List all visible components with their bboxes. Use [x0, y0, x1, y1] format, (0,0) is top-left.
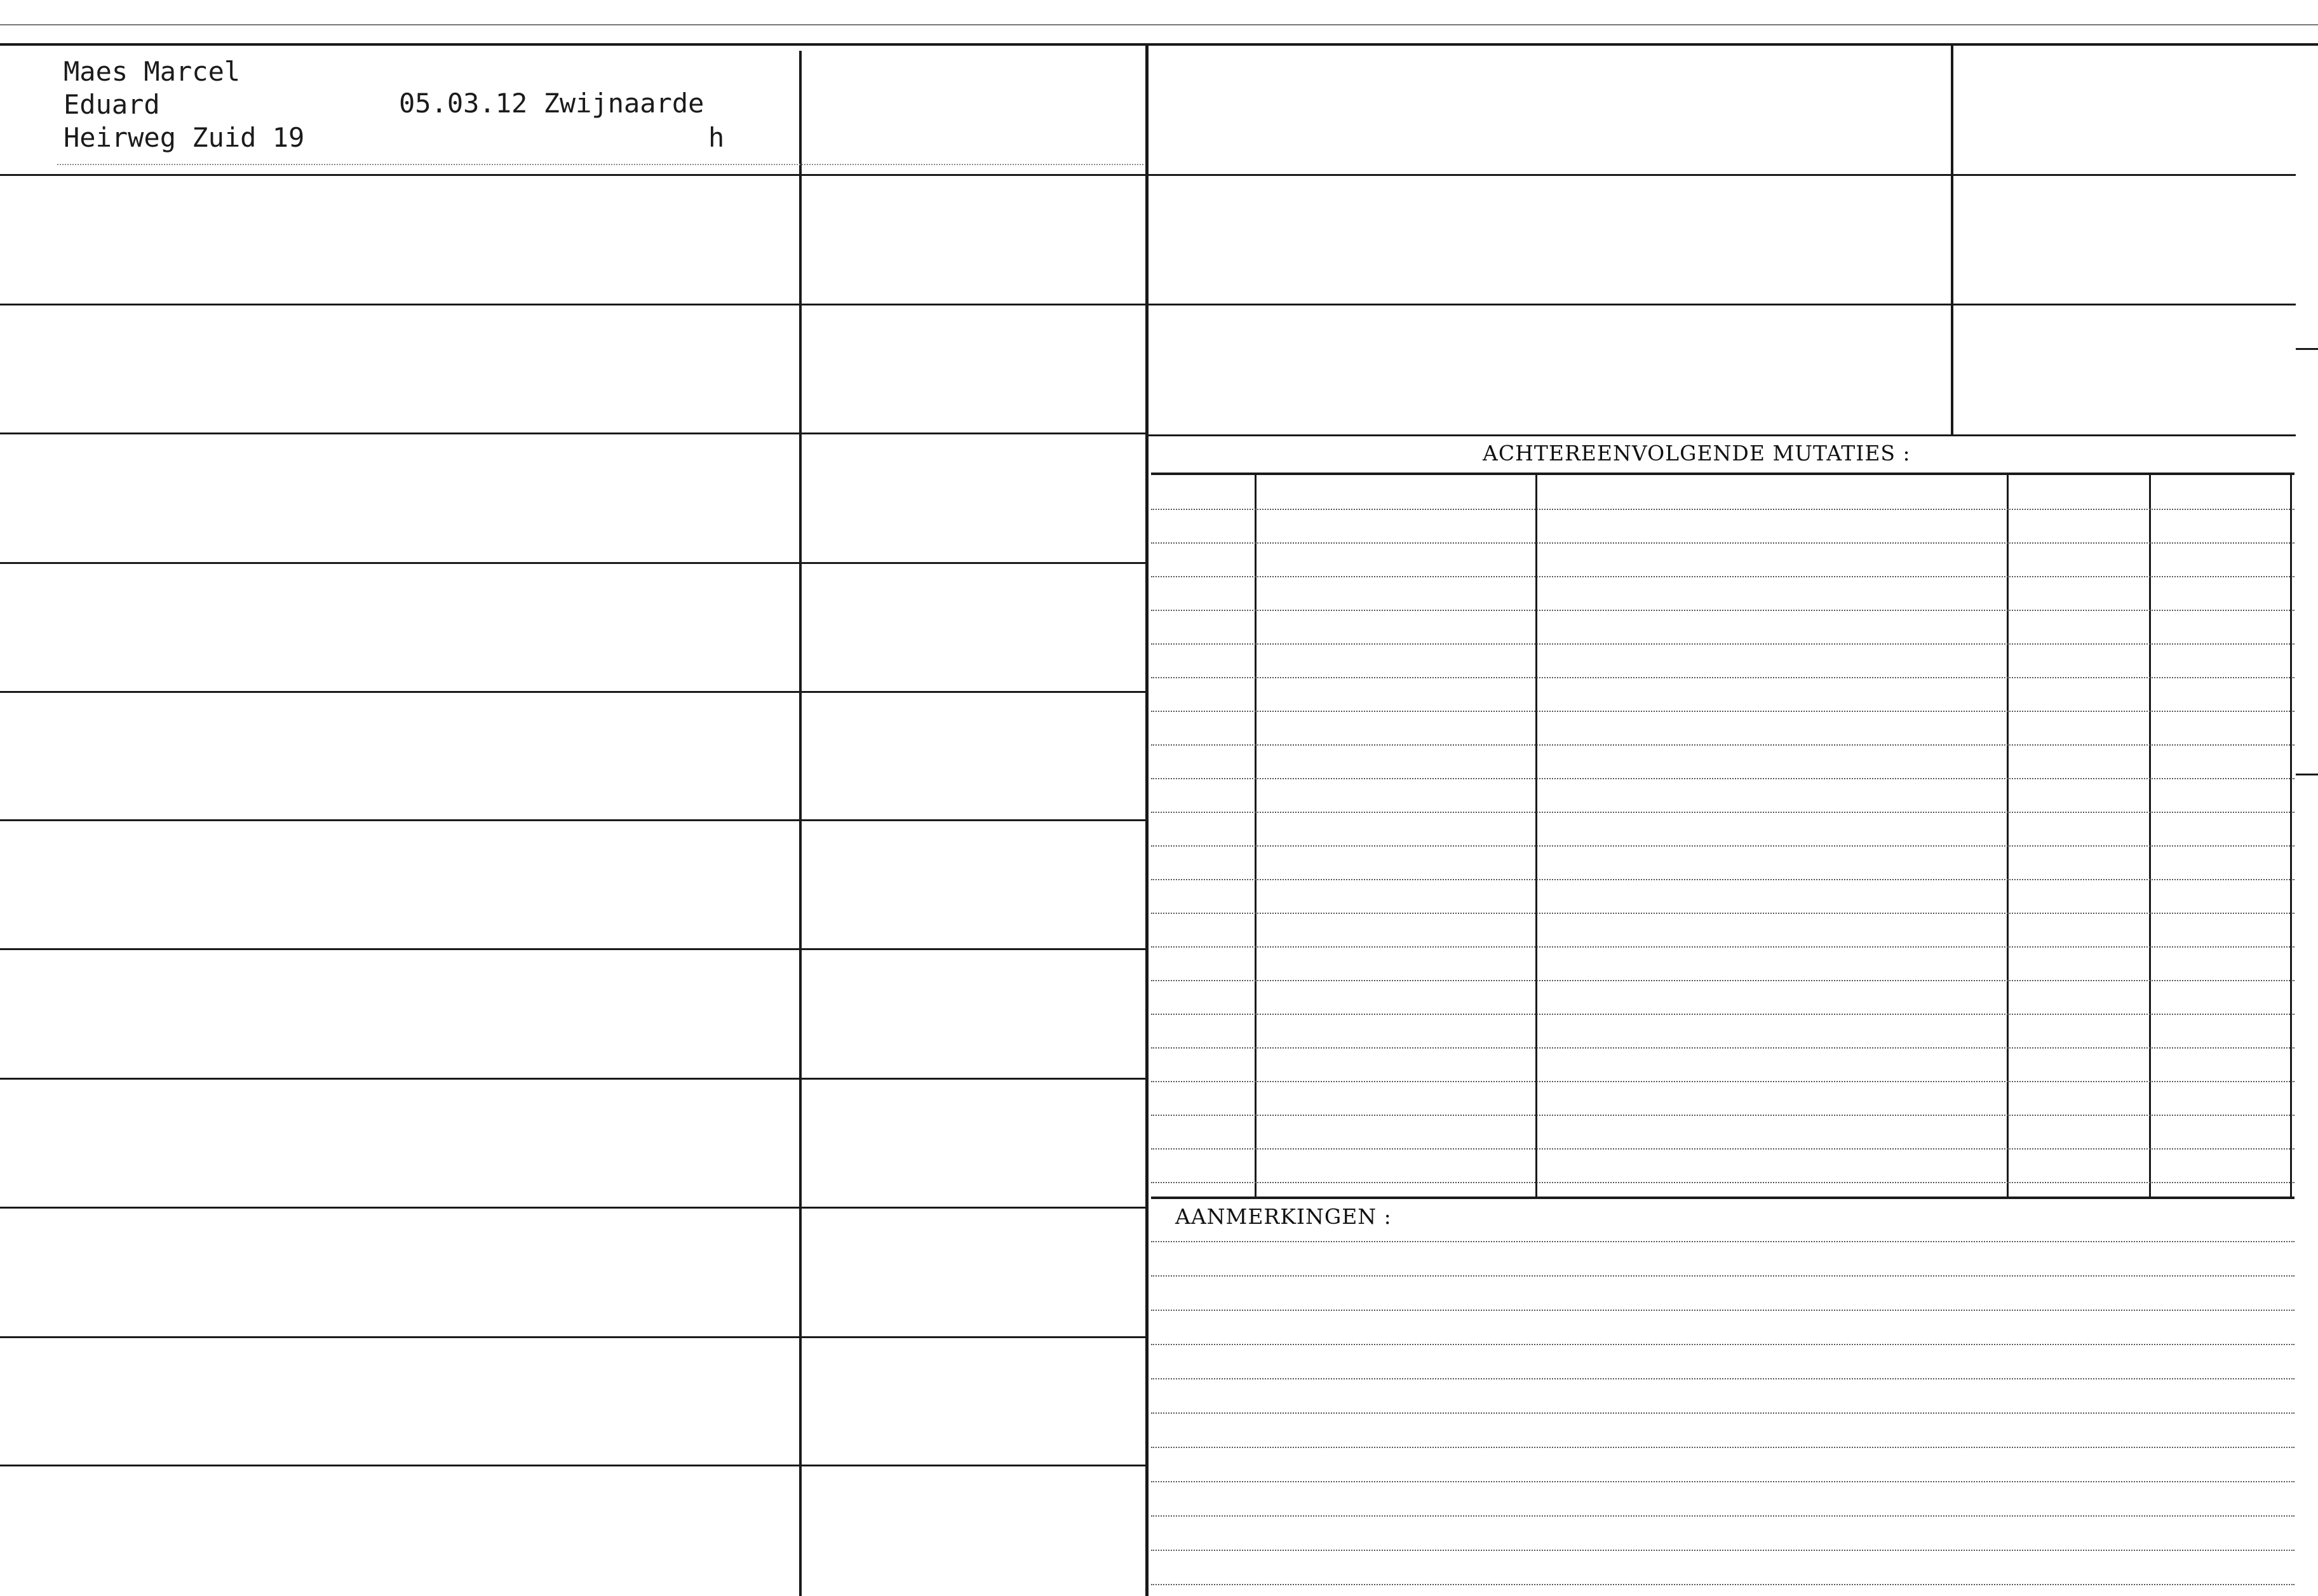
- aanmerkingen-line: [1151, 1310, 2294, 1311]
- birth-date-place: 05.03.12 Zwijnaarde: [399, 88, 704, 119]
- name-line-2: Eduard: [64, 89, 160, 120]
- mutaties-row-line: [1151, 778, 2294, 779]
- aanmerkingen-line: [1151, 1241, 2294, 1242]
- row-line: [0, 562, 799, 564]
- mutaties-row-line: [1151, 1182, 2294, 1183]
- mutaties-col-divider: [1535, 475, 1537, 1197]
- mutaties-row-line: [1151, 610, 2294, 611]
- margin-tick: [2296, 348, 2318, 350]
- mutaties-row-line: [1151, 542, 2294, 544]
- mutaties-row-line: [1151, 711, 2294, 712]
- row-line: [0, 819, 799, 821]
- row-line: [1149, 174, 2296, 176]
- aanmerkingen-line: [1151, 1275, 2294, 1277]
- row-line: [0, 1078, 799, 1080]
- aanmerkingen-line: [1151, 1584, 2294, 1585]
- margin-tick: [2296, 774, 2318, 775]
- column-divider-1: [799, 51, 802, 1596]
- aanmerkingen-lines: [1151, 1207, 2294, 1596]
- column-divider-3: [1951, 46, 1953, 434]
- mutaties-row-line: [1151, 1148, 2294, 1150]
- mutaties-row-line: [1151, 1047, 2294, 1049]
- aanmerkingen-line: [1151, 1515, 2294, 1517]
- row-line: [0, 1336, 799, 1338]
- mutaties-col-divider: [2007, 475, 2009, 1197]
- aanmerkingen-line: [1151, 1378, 2294, 1379]
- mutaties-row-line: [1151, 509, 2294, 510]
- mutaties-row-line: [1151, 643, 2294, 645]
- row-line: [802, 948, 1145, 950]
- row-line: [802, 562, 1145, 564]
- row-line: [802, 1336, 1145, 1338]
- row-line: [802, 433, 1145, 434]
- aanmerkingen-line: [1151, 1412, 2294, 1414]
- aanmerkingen-line: [1151, 1481, 2294, 1482]
- row-line: [0, 1465, 799, 1466]
- row-line: [1149, 304, 2296, 305]
- row-line: [802, 1465, 1145, 1466]
- row-line: [0, 948, 799, 950]
- mutaties-row-line: [1151, 845, 2294, 847]
- row-line: [0, 304, 799, 305]
- mutaties-row-line: [1151, 1081, 2294, 1082]
- aanmerkingen-line: [1151, 1550, 2294, 1551]
- dotted-baseline: [57, 164, 1143, 165]
- mutaties-col-divider: [2290, 475, 2292, 1197]
- mutaties-row-line: [1151, 744, 2294, 746]
- row-line: [0, 433, 799, 434]
- status-mark: h: [708, 122, 725, 153]
- row-line: [802, 304, 1145, 305]
- aanmerkingen-heading: AANMERKINGEN :: [1175, 1204, 1392, 1229]
- row-line: [0, 174, 799, 176]
- row-line: [802, 691, 1145, 693]
- aanmerkingen-line: [1151, 1344, 2294, 1345]
- name-line-1: Maes Marcel: [64, 56, 241, 87]
- mutaties-col-divider: [2149, 475, 2151, 1197]
- row-line: [802, 1078, 1145, 1080]
- mutaties-row-line: [1151, 812, 2294, 813]
- mutaties-row-line: [1151, 946, 2294, 948]
- mutaties-row-line: [1151, 677, 2294, 678]
- row-line: [0, 1207, 799, 1209]
- mutaties-heading: ACHTEREENVOLGENDE MUTATIES :: [1483, 441, 1911, 466]
- mutaties-row-line: [1151, 913, 2294, 914]
- top-border: [0, 43, 2318, 46]
- mutaties-row-line: [1151, 879, 2294, 880]
- top-faint-line: [0, 24, 2318, 25]
- mutaties-table: [1151, 473, 2294, 1199]
- mutaties-row-line: [1151, 1115, 2294, 1116]
- column-divider-2: [1145, 46, 1149, 1596]
- mutaties-col-divider: [1255, 475, 1257, 1197]
- row-line: [802, 1207, 1145, 1209]
- row-line: [802, 819, 1145, 821]
- mutaties-row-line: [1151, 576, 2294, 577]
- mutaties-row-line: [1151, 980, 2294, 981]
- row-line: [802, 174, 1145, 176]
- aanmerkingen-line: [1151, 1447, 2294, 1448]
- address-line: Heirweg Zuid 19: [64, 122, 305, 153]
- row-line: [1149, 434, 2296, 436]
- mutaties-row-line: [1151, 1014, 2294, 1015]
- row-line: [0, 691, 799, 693]
